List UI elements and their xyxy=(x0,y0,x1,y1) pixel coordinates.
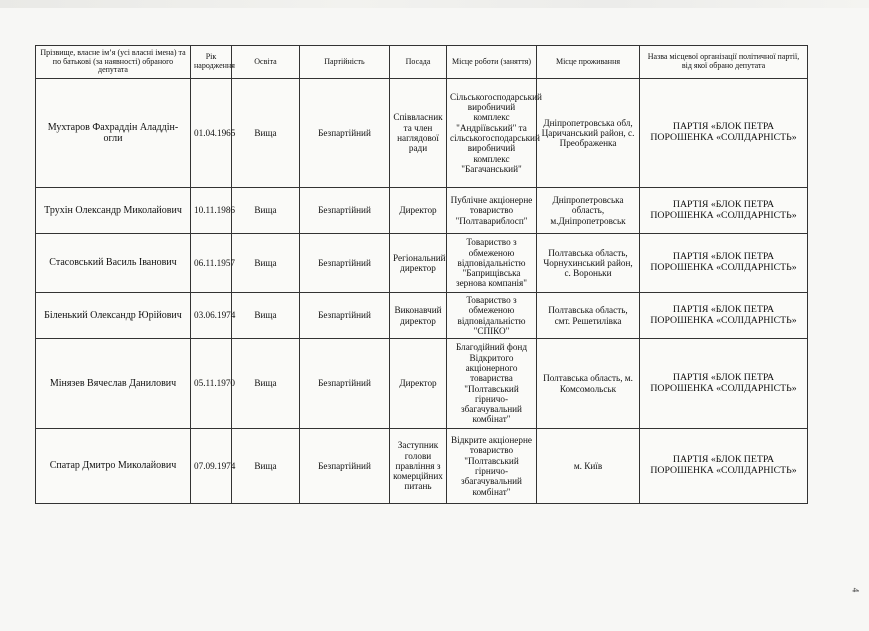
cell-workplace: Благодійний фонд Відкритого акціонерного товариства "Полтавський гірничо-збагачувальний комбінат" xyxy=(447,339,537,429)
cell-party-membership: Безпартійний xyxy=(300,339,390,429)
cell-birth-date: 01.04.1965 xyxy=(191,79,232,188)
cell-name: Біленький Олександр Юрійович xyxy=(36,293,191,339)
cell-party-organization: ПАРТІЯ «БЛОК ПЕТРА ПОРОШЕНКА «СОЛІДАРНІСТЬ» xyxy=(640,234,808,293)
cell-education: Вища xyxy=(232,429,300,504)
cell-residence: Полтавська область, Чорнухинський район, с. Вороньки xyxy=(537,234,640,293)
cell-party-membership: Безпартійний xyxy=(300,293,390,339)
cell-residence: Дніпропетровська обл, Царичанський район, с. Преображенка xyxy=(537,79,640,188)
header-name: Прізвище, власне ім’я (усі власні імена) та по батькові (за наявності) обраного депутата xyxy=(36,46,191,79)
table-row xyxy=(36,293,808,339)
cell-education: Вища xyxy=(232,234,300,293)
scan-edge-noise xyxy=(0,0,869,8)
cell-workplace: Публічне акціонерне товариство "Полтавариблосп" xyxy=(447,188,537,234)
cell-party-organization: ПАРТІЯ «БЛОК ПЕТРА ПОРОШЕНКА «СОЛІДАРНІСТЬ» xyxy=(640,339,808,429)
cell-party-organization: ПАРТІЯ «БЛОК ПЕТРА ПОРОШЕНКА «СОЛІДАРНІСТЬ» xyxy=(640,188,808,234)
cell-education: Вища xyxy=(232,339,300,429)
cell-workplace: Відкрите акціонерне товариство "Полтавський гірничо-збагачувальний комбінат" xyxy=(447,429,537,504)
cell-name: Спатар Дмитро Миколайович xyxy=(36,429,191,504)
cell-name: Трухін Олександр Миколайович xyxy=(36,188,191,234)
cell-residence: Полтавська область, м. Комсомольськ xyxy=(537,339,640,429)
table-row xyxy=(36,79,808,188)
cell-party-organization: ПАРТІЯ «БЛОК ПЕТРА ПОРОШЕНКА «СОЛІДАРНІСТЬ» xyxy=(640,429,808,504)
cell-party-membership: Безпартійний xyxy=(300,234,390,293)
cell-workplace: Сільськогосподарський виробничий комплекс "Андріївський" та сільськогосподарський виробничий комплекс "Багачанський" xyxy=(447,79,537,188)
table-header-row xyxy=(36,46,808,79)
cell-position: Співвласник та член наглядової ради xyxy=(390,79,447,188)
cell-education: Вища xyxy=(232,188,300,234)
header-workplace: Місце роботи (заняття) xyxy=(447,46,537,79)
cell-name: Стасовський Василь Іванович xyxy=(36,234,191,293)
cell-name: Мухтаров Фахраддін Аладдін-огли xyxy=(36,79,191,188)
header-birth-year: Рік народження xyxy=(191,46,232,79)
cell-workplace: Товариство з обмеженою відповідальністю "Баприщівська зернова компанія" xyxy=(447,234,537,293)
cell-position: Регіональний директор xyxy=(390,234,447,293)
cell-residence: Полтавська область, смт. Решетилівка xyxy=(537,293,640,339)
cell-position: Заступник голови правління з комерційних питань xyxy=(390,429,447,504)
cell-birth-date: 05.11.1970 xyxy=(191,339,232,429)
table-row xyxy=(36,234,808,293)
cell-position: Директор xyxy=(390,339,447,429)
page-margin-mark: 4 xyxy=(850,587,861,593)
cell-workplace: Товариство з обмеженою відповідальністю "СПІКО" xyxy=(447,293,537,339)
table-row xyxy=(36,339,808,429)
cell-position: Директор xyxy=(390,188,447,234)
table-row xyxy=(36,188,808,234)
cell-birth-date: 07.09.1974 xyxy=(191,429,232,504)
cell-party-membership: Безпартійний xyxy=(300,79,390,188)
cell-position: Виконавчий директор xyxy=(390,293,447,339)
header-position: Посада xyxy=(390,46,447,79)
header-party-organization: Назва місцевої організації політичної партії, від якої обрано депутата xyxy=(640,46,808,79)
cell-party-membership: Безпартійний xyxy=(300,429,390,504)
deputies-table xyxy=(35,45,808,504)
cell-birth-date: 06.11.1957 xyxy=(191,234,232,293)
cell-birth-date: 10.11.1986 xyxy=(191,188,232,234)
table-row xyxy=(36,429,808,504)
cell-party-organization: ПАРТІЯ «БЛОК ПЕТРА ПОРОШЕНКА «СОЛІДАРНІСТЬ» xyxy=(640,293,808,339)
cell-education: Вища xyxy=(232,293,300,339)
header-residence: Місце проживання xyxy=(537,46,640,79)
cell-residence: м. Київ xyxy=(537,429,640,504)
cell-party-membership: Безпартійний xyxy=(300,188,390,234)
cell-residence: Дніпропетровська область, м.Дніпропетровськ xyxy=(537,188,640,234)
cell-education: Вища xyxy=(232,79,300,188)
cell-birth-date: 03.06.1974 xyxy=(191,293,232,339)
header-party-membership: Партійність xyxy=(300,46,390,79)
header-education: Освіта xyxy=(232,46,300,79)
cell-party-organization: ПАРТІЯ «БЛОК ПЕТРА ПОРОШЕНКА «СОЛІДАРНІСТЬ» xyxy=(640,79,808,188)
cell-name: Мінязев Вячеслав Данилович xyxy=(36,339,191,429)
